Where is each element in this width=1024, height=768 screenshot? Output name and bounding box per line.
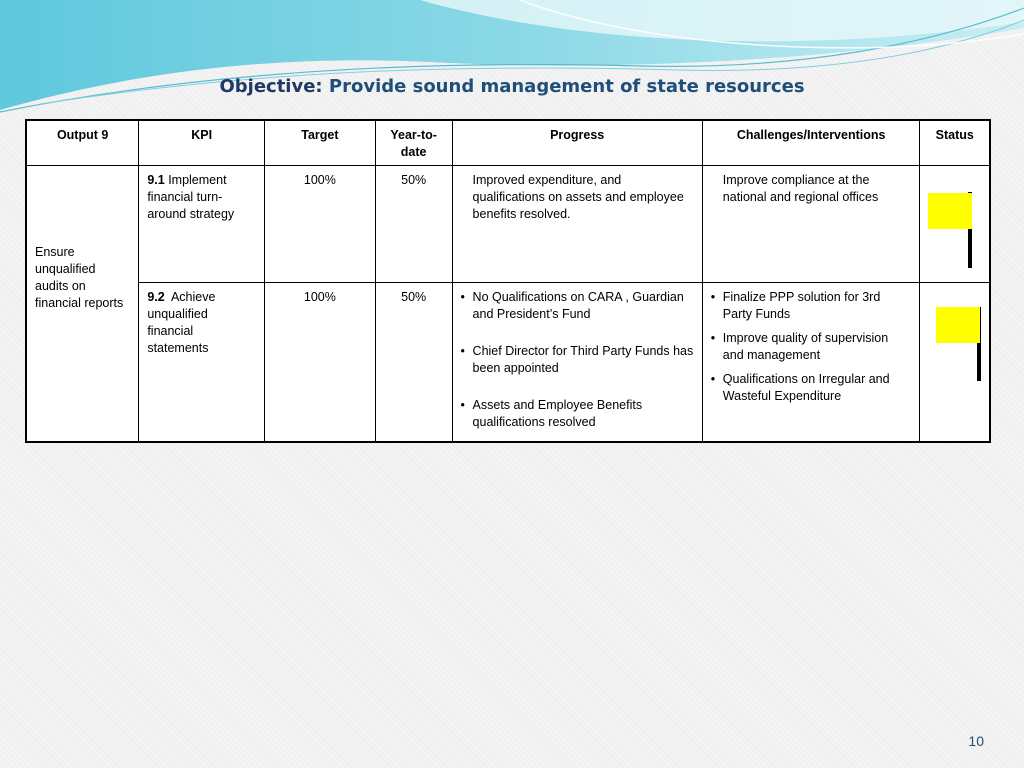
kpi-text: Implement financial turn-around strategy [147, 173, 235, 221]
list-item: • Improve quality of supervision and management [711, 330, 912, 364]
challenge-text: Improve compliance at the national and regional offices [722, 173, 879, 204]
status-flag-yellow [936, 307, 980, 343]
status-flag-yellow [928, 193, 972, 229]
page-number: 10 [968, 733, 984, 749]
list-item: • Chief Director for Third Party Funds has been appointed [461, 343, 694, 377]
table-header-row [26, 120, 990, 166]
status-flag-icon [920, 166, 980, 246]
challenges-cell [702, 283, 920, 442]
kpi-number: 9.2 [147, 290, 165, 304]
output-cell [26, 166, 139, 442]
list-item: • No Qualifications on CARA , Guardian and President’s Fund [461, 289, 694, 323]
header-year-to-date: Year-to-date [375, 120, 452, 166]
list-item: • Assets and Employee Benefits qualifications resolved [461, 397, 694, 431]
progress-cell [452, 283, 702, 442]
header-challenges: Challenges/Interventions [702, 120, 920, 166]
header-wave-decoration [0, 0, 1024, 120]
challenges-cell [702, 166, 920, 283]
list-item: • Qualifications on Irregular and Wasteful Expenditure [711, 371, 912, 405]
target-cell: 100% [265, 283, 376, 442]
kpi-cell [139, 166, 265, 283]
title-label: Objective: [219, 76, 323, 97]
table-row [26, 283, 990, 442]
kpi-text: Achieve unqualified financial statements [147, 290, 216, 355]
ytd-cell: 50% [375, 283, 452, 442]
progress-list [461, 289, 694, 431]
header-status: Status [920, 120, 990, 166]
progress-text: Improved expenditure, and qualifications on assets and employee benefits resolved. [472, 173, 684, 221]
status-cell [920, 166, 990, 283]
title-text: Provide sound management of state resources [328, 76, 805, 97]
kpi-table [25, 119, 991, 443]
status-flag-icon [920, 283, 980, 363]
table-row [26, 166, 990, 283]
challenges-list [711, 289, 912, 405]
kpi-number: 9.1 [147, 173, 165, 187]
status-cell [920, 283, 990, 442]
progress-cell [452, 166, 702, 283]
slide-title [0, 76, 1024, 97]
header-progress: Progress [452, 120, 702, 166]
target-cell: 100% [265, 166, 376, 283]
header-kpi: KPI [139, 120, 265, 166]
list-item: • Finalize PPP solution for 3rd Party Funds [711, 289, 912, 323]
output-text: Ensure unqualified audits on financial reports [35, 245, 124, 311]
kpi-cell [139, 283, 265, 442]
ytd-cell: 50% [375, 166, 452, 283]
header-output: Output 9 [26, 120, 139, 166]
header-target: Target [265, 120, 376, 166]
